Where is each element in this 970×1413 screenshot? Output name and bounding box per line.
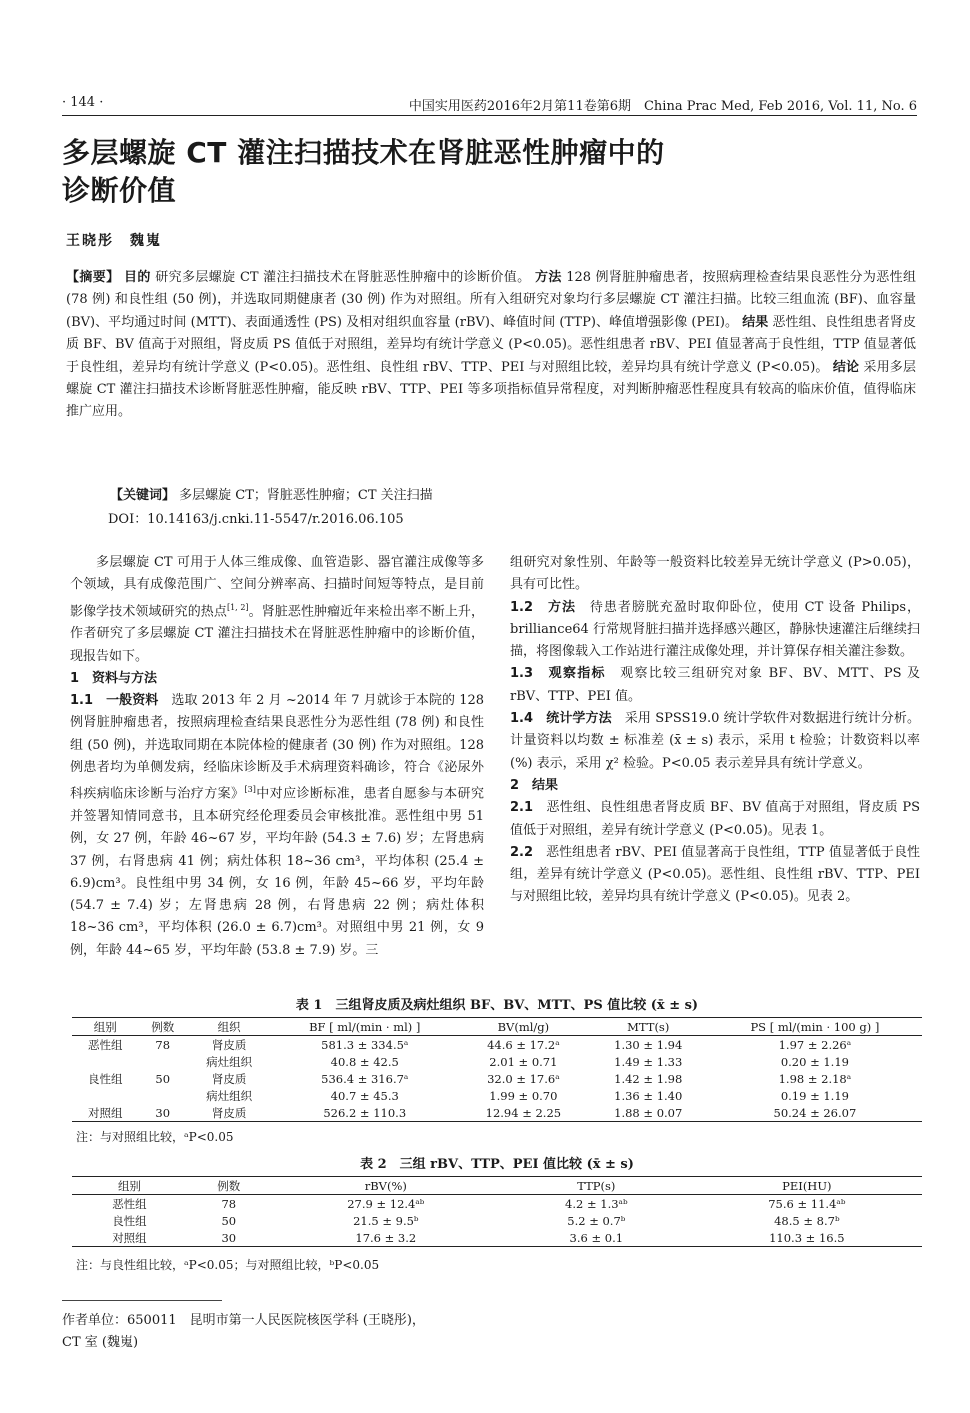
left-column (70, 552, 484, 962)
conclusion-label: 结论 (832, 359, 860, 375)
result-text: 恶性组、良性组患者肾皮质 BF、BV 值高于对照组，肾皮质 PS 值低于对照组，差异均有统计学意义 (P<0.05)。恶性组患者 rBV、PEI 值显著高于良性组，TTP 值显著低于良性组，差异均有统计学意义 (P<0.05)。恶性组、良性组 rBV、TTP、PEI 与对照组比较，差异均具有统计学意义 (P<0.05)。 (66, 314, 916, 375)
section-1-heading: 1 资料与方法 (70, 670, 158, 686)
table-cell: 30 (155, 1105, 171, 1120)
table-cell: 1.36 ± 1.40 (614, 1088, 683, 1103)
table-cell: 536.4 ± 316.7ᵃ (321, 1071, 409, 1086)
table-cell: 40.7 ± 45.3 (330, 1088, 399, 1103)
table-cell: 1.97 ± 2.26ᵃ (778, 1037, 852, 1052)
table-cell: 3.6 ± 0.1 (569, 1230, 624, 1245)
author-affiliation (62, 1310, 532, 1354)
column-header: 组别 (72, 1177, 187, 1195)
affiliation-line-1: 作者单位：650011 昆明市第一人民医院核医学科 (王晓彤)， (62, 1313, 425, 1328)
article-title (62, 134, 882, 210)
table-2-caption: 表 2 三组 rBV、TTP、PEI 值比较 (x̄ ± s) (360, 1157, 634, 1172)
table-cell: 对照组 (87, 1105, 123, 1120)
table-cell: 肾皮质 (211, 1037, 247, 1052)
table-cell: 0.20 ± 1.19 (780, 1054, 849, 1069)
table-row (72, 1104, 922, 1122)
section-1-1-text-2: 中对应诊断标准，患者自愿参与本研究并签署知情同意书，且本研究经伦理委员会审核批准。恶性组中男 51 例，女 27 例，年龄 46~67 岁，平均年龄 (54.3 ± 7.6) 岁；左肾患病 37 例，右肾患病 41 例；病灶体积 18~36 cm³，平均体积 (25.4 ± 6.9)cm³。良性组中男 34 例，女 16 例，年龄 45~66 岁，平均年龄 (54.7 ± 7.4) 岁；左肾患病 28 例，右肾患病 22 例；病灶体积 18~36 cm³，平均体积 (26.0 ± 6.7)cm³。对照组中男 21 例，女 9 例，年龄 44~65 岁，平均年龄 (53.8 ± 7.9) 岁。三 (70, 786, 484, 958)
section-2-2-text: 恶性组患者 rBV、PEI 值显著高于良性组，TTP 值显著低于良性组，差异有统计学意义 (P<0.05)。恶性组、良性组 rBV、TTP、PEI 与对照组比较，差异均具有统计学意义 (P<0.05)。见表 2。 (510, 844, 920, 905)
table-1-caption: 表 1 三组肾皮质及病灶组织 BF、BV、MTT、PS 值比较 (x̄ ± s) (295, 998, 699, 1013)
column-header: 组别 (72, 1018, 138, 1036)
section-1-2 (510, 597, 920, 664)
section-2-1 (510, 797, 920, 842)
intro-text-2: 。肾脏恶性肿瘤近年来检出率不断上升，作者研究了多层螺旋 CT 灌注扫描技术在肾脏恶性肿瘤中的诊断价值，现报告如下。 (70, 603, 484, 664)
table-cell (72, 1087, 138, 1104)
abstract-label: 【摘要】 (66, 270, 120, 285)
column-header: 例数 (187, 1177, 271, 1195)
column-header: 组织 (187, 1018, 271, 1036)
section-2-1-label: 2.1 (510, 800, 534, 816)
page-number: · 144 · (62, 95, 104, 110)
table-cell: 581.3 ± 334.5ᵃ (321, 1037, 409, 1052)
table-row (72, 1087, 922, 1104)
table-cell: 110.3 ± 16.5 (769, 1230, 845, 1245)
footnote-divider (62, 1300, 222, 1301)
section-1-4 (510, 708, 920, 775)
table-cell: 1.88 ± 0.07 (614, 1105, 683, 1120)
table-1-note: 注：与对照组比较，ᵃP<0.05 (76, 1130, 234, 1144)
table-row (72, 1053, 922, 1070)
table-cell: 4.2 ± 1.3ᵃᵇ (565, 1196, 628, 1211)
table-cell: 44.6 ± 17.2ᵃ (487, 1037, 560, 1052)
journal-info: 中国实用医药2016年2月第11卷第6期 China Prac Med, Feb 2016, Vol. 11, No. 6 (408, 99, 917, 114)
section-1-1 (70, 690, 484, 962)
table-cell: 12.94 ± 2.25 (485, 1105, 562, 1120)
aim-text: 研究多层螺旋 CT 灌注扫描技术在肾脏恶性肿瘤中的诊断价值。 (155, 270, 531, 285)
table-cell: 21.5 ± 9.5ᵇ (353, 1213, 419, 1228)
table-2-note: 注：与良性组比较，ᵃP<0.05；与对照组比较，ᵇP<0.05 (76, 1258, 380, 1272)
aim-label: 目的 (124, 270, 151, 285)
section-1-1-label: 1.1 一般资料 (70, 693, 159, 709)
table-cell: 32.0 ± 17.6ᵃ (487, 1071, 560, 1086)
table-cell: 50 (155, 1071, 171, 1086)
table-cell (138, 1053, 186, 1070)
table-cell: 病灶组织 (206, 1088, 253, 1103)
right-column (510, 552, 920, 909)
table-cell: 78 (221, 1196, 237, 1211)
keywords-text: 多层螺旋 CT；肾脏恶性肿瘤；CT 关注扫描 (179, 488, 433, 503)
intro-paragraph (70, 552, 484, 668)
abstract (66, 267, 916, 424)
table-cell: 75.6 ± 11.4ᵃᵇ (768, 1196, 846, 1211)
section-1-3-text: 观察比较三组研究对象 BF、BV、MTT、PS 及 rBV、TTP、PEI 值。 (510, 666, 920, 704)
table-cell: 肾皮质 (211, 1071, 247, 1086)
table-cell: 30 (221, 1230, 237, 1245)
table-cell: 1.49 ± 1.33 (614, 1054, 683, 1069)
table-cell: 1.98 ± 2.18ᵃ (778, 1071, 852, 1086)
section-1-2-label: 1.2 方法 (510, 599, 576, 615)
table-row (72, 1195, 922, 1213)
table-row (72, 1070, 922, 1087)
section-1-4-label: 1.4 统计学方法 (510, 711, 612, 727)
method-text: 128 例肾脏肿瘤患者，按照病理检查结果良恶性分为恶性组 (78 例) 和良性组 (50 例)，并选取同期健康者 (30 例) 作为对照组。所有入组研究对象均行多层螺旋 CT 灌注扫描。比较三组血流 (BF)、血容量 (BV)、平均通过时间 (MTT)、表面通透性 (PS) 及相对组织血容量 (rBV)、峰值时间 (TTP)、峰值增强影像 (PEI)。 (66, 270, 917, 330)
table-cell: 恶性组 (112, 1196, 147, 1211)
section-2-2-label: 2.2 (510, 844, 534, 860)
table-cell: 2.01 ± 0.71 (489, 1054, 558, 1069)
table-cell: 良性组 (87, 1071, 123, 1086)
table-cell: 对照组 (112, 1230, 147, 1245)
table-cell: 50.24 ± 26.07 (773, 1105, 857, 1120)
keywords-label: 【关键词】 (110, 488, 176, 503)
table-cell: 1.99 ± 0.70 (489, 1088, 558, 1103)
table-row (72, 1229, 922, 1247)
keywords (110, 484, 433, 503)
column-header: rBV(%) (271, 1177, 501, 1195)
table-cell: 50 (221, 1213, 237, 1228)
table-row (72, 1036, 922, 1054)
conclusion-text: 采用多层螺旋 CT 灌注扫描技术诊断肾脏恶性肿瘤，能反映 rBV、TTP、PEI 等多项指标值异常程度，对判断肿瘤恶性程度具有较高的临床价值，值得临床推广应用。 (66, 359, 916, 420)
table-row (72, 1212, 922, 1229)
section-1-1-text: 选取 2013 年 2 月 ~2014 年 7 月就诊于本院的 128 例肾脏肿瘤患者，按照病理检查结果良恶性分为恶性组 (78 例) 和良性组 (50 例)，并选取同期在本院体检的健康者 (30 例) 作为对照组。128 例患者均为单侧发病，经临床诊断及手术病理资料确诊，符合《泌尿外科疾病临床诊断与治疗方案》 (70, 693, 485, 802)
table-cell: 27.9 ± 12.4ᵃᵇ (347, 1196, 425, 1211)
table-cell: 5.2 ± 0.7ᵇ (567, 1213, 626, 1228)
column-header: MTT(s) (589, 1018, 708, 1036)
continued-text: 组研究对象性别、年龄等一般资料比较差异无统计学意义 (P>0.05)，具有可比性。 (510, 555, 920, 593)
section-2-heading: 2 结果 (510, 777, 559, 793)
affiliation-line-2: CT 室 (魏嵬) (62, 1335, 139, 1350)
authors: 王晓彤 魏嵬 (66, 233, 162, 249)
section-2-1-text: 恶性组、良性组患者肾皮质 BF、BV 值高于对照组，肾皮质 PS 值低于对照组，差异有统计学意义 (P<0.05)。见表 1。 (510, 800, 920, 838)
table-cell: 肾皮质 (211, 1105, 247, 1120)
title-line-2: 诊断价值 (62, 174, 177, 207)
table-cell: 恶性组 (87, 1037, 123, 1052)
table-cell: 良性组 (112, 1213, 147, 1228)
section-1-4-text: 采用 SPSS19.0 统计学软件对数据进行统计分析。计量资料以均数 ± 标准差 (x̄ ± s) 表示，采用 t 检验；计数资料以率 (%) 表示，采用 χ² 检验。P<0.05 表示差异具有统计学意义。 (510, 711, 920, 771)
column-header: 例数 (138, 1018, 186, 1036)
table-cell (72, 1053, 138, 1070)
table-cell: 1.30 ± 1.94 (614, 1037, 683, 1052)
doi: DOI：10.14163/j.cnki.11-5547/r.2016.06.105 (108, 512, 404, 527)
table-cell: 1.42 ± 1.98 (614, 1071, 683, 1086)
table-cell: 48.5 ± 8.7ᵇ (774, 1213, 840, 1228)
method-label: 方法 (534, 270, 562, 285)
table-cell: 40.8 ± 42.5 (330, 1054, 399, 1069)
section-1-1-ref: [3] (244, 785, 256, 795)
table-cell: 病灶组织 (206, 1054, 253, 1069)
column-header: TTP(s) (501, 1177, 692, 1195)
result-label: 结果 (742, 314, 769, 330)
column-header: BF [ ml/(min · ml) ] (271, 1018, 458, 1036)
table-cell: 0.19 ± 1.19 (780, 1088, 849, 1103)
intro-text: 多层螺旋 CT 可用于人体三维成像、血管造影、器官灌注成像等多个领域，具有成像范围广、空间分辨率高、扫描时间短等特点，是目前影像学技术领域研究的热点 (70, 555, 484, 619)
table-cell: 526.2 ± 110.3 (323, 1105, 407, 1120)
table-cell: 17.6 ± 3.2 (355, 1230, 417, 1245)
section-1-3 (510, 663, 920, 708)
section-2-2 (510, 842, 920, 909)
section-1-2-text: 待患者膀胱充盈时取仰卧位，使用 CT 设备 Philips，brilliance64 行常规肾脏扫描并选择感兴趣区，静脉快速灌注后继续扫描，将图像载入工作站进行灌注成像处理，并计算保存相关灌注参数。 (510, 599, 920, 660)
table-2 (72, 1176, 922, 1247)
table-1 (72, 1017, 922, 1122)
table-cell: 78 (155, 1037, 171, 1052)
intro-ref: [1, 2] (226, 602, 249, 612)
table-cell (138, 1087, 186, 1104)
title-line-1: 多层螺旋 CT 灌注扫描技术在肾脏恶性肿瘤中的 (62, 136, 665, 169)
column-header: PEI(HU) (692, 1177, 922, 1195)
running-header (62, 93, 917, 116)
column-header: BV(ml/g) (458, 1018, 589, 1036)
column-header: PS [ ml/(min · 100 g) ] (708, 1018, 922, 1036)
section-1-3-label: 1.3 观察指标 (510, 666, 606, 682)
